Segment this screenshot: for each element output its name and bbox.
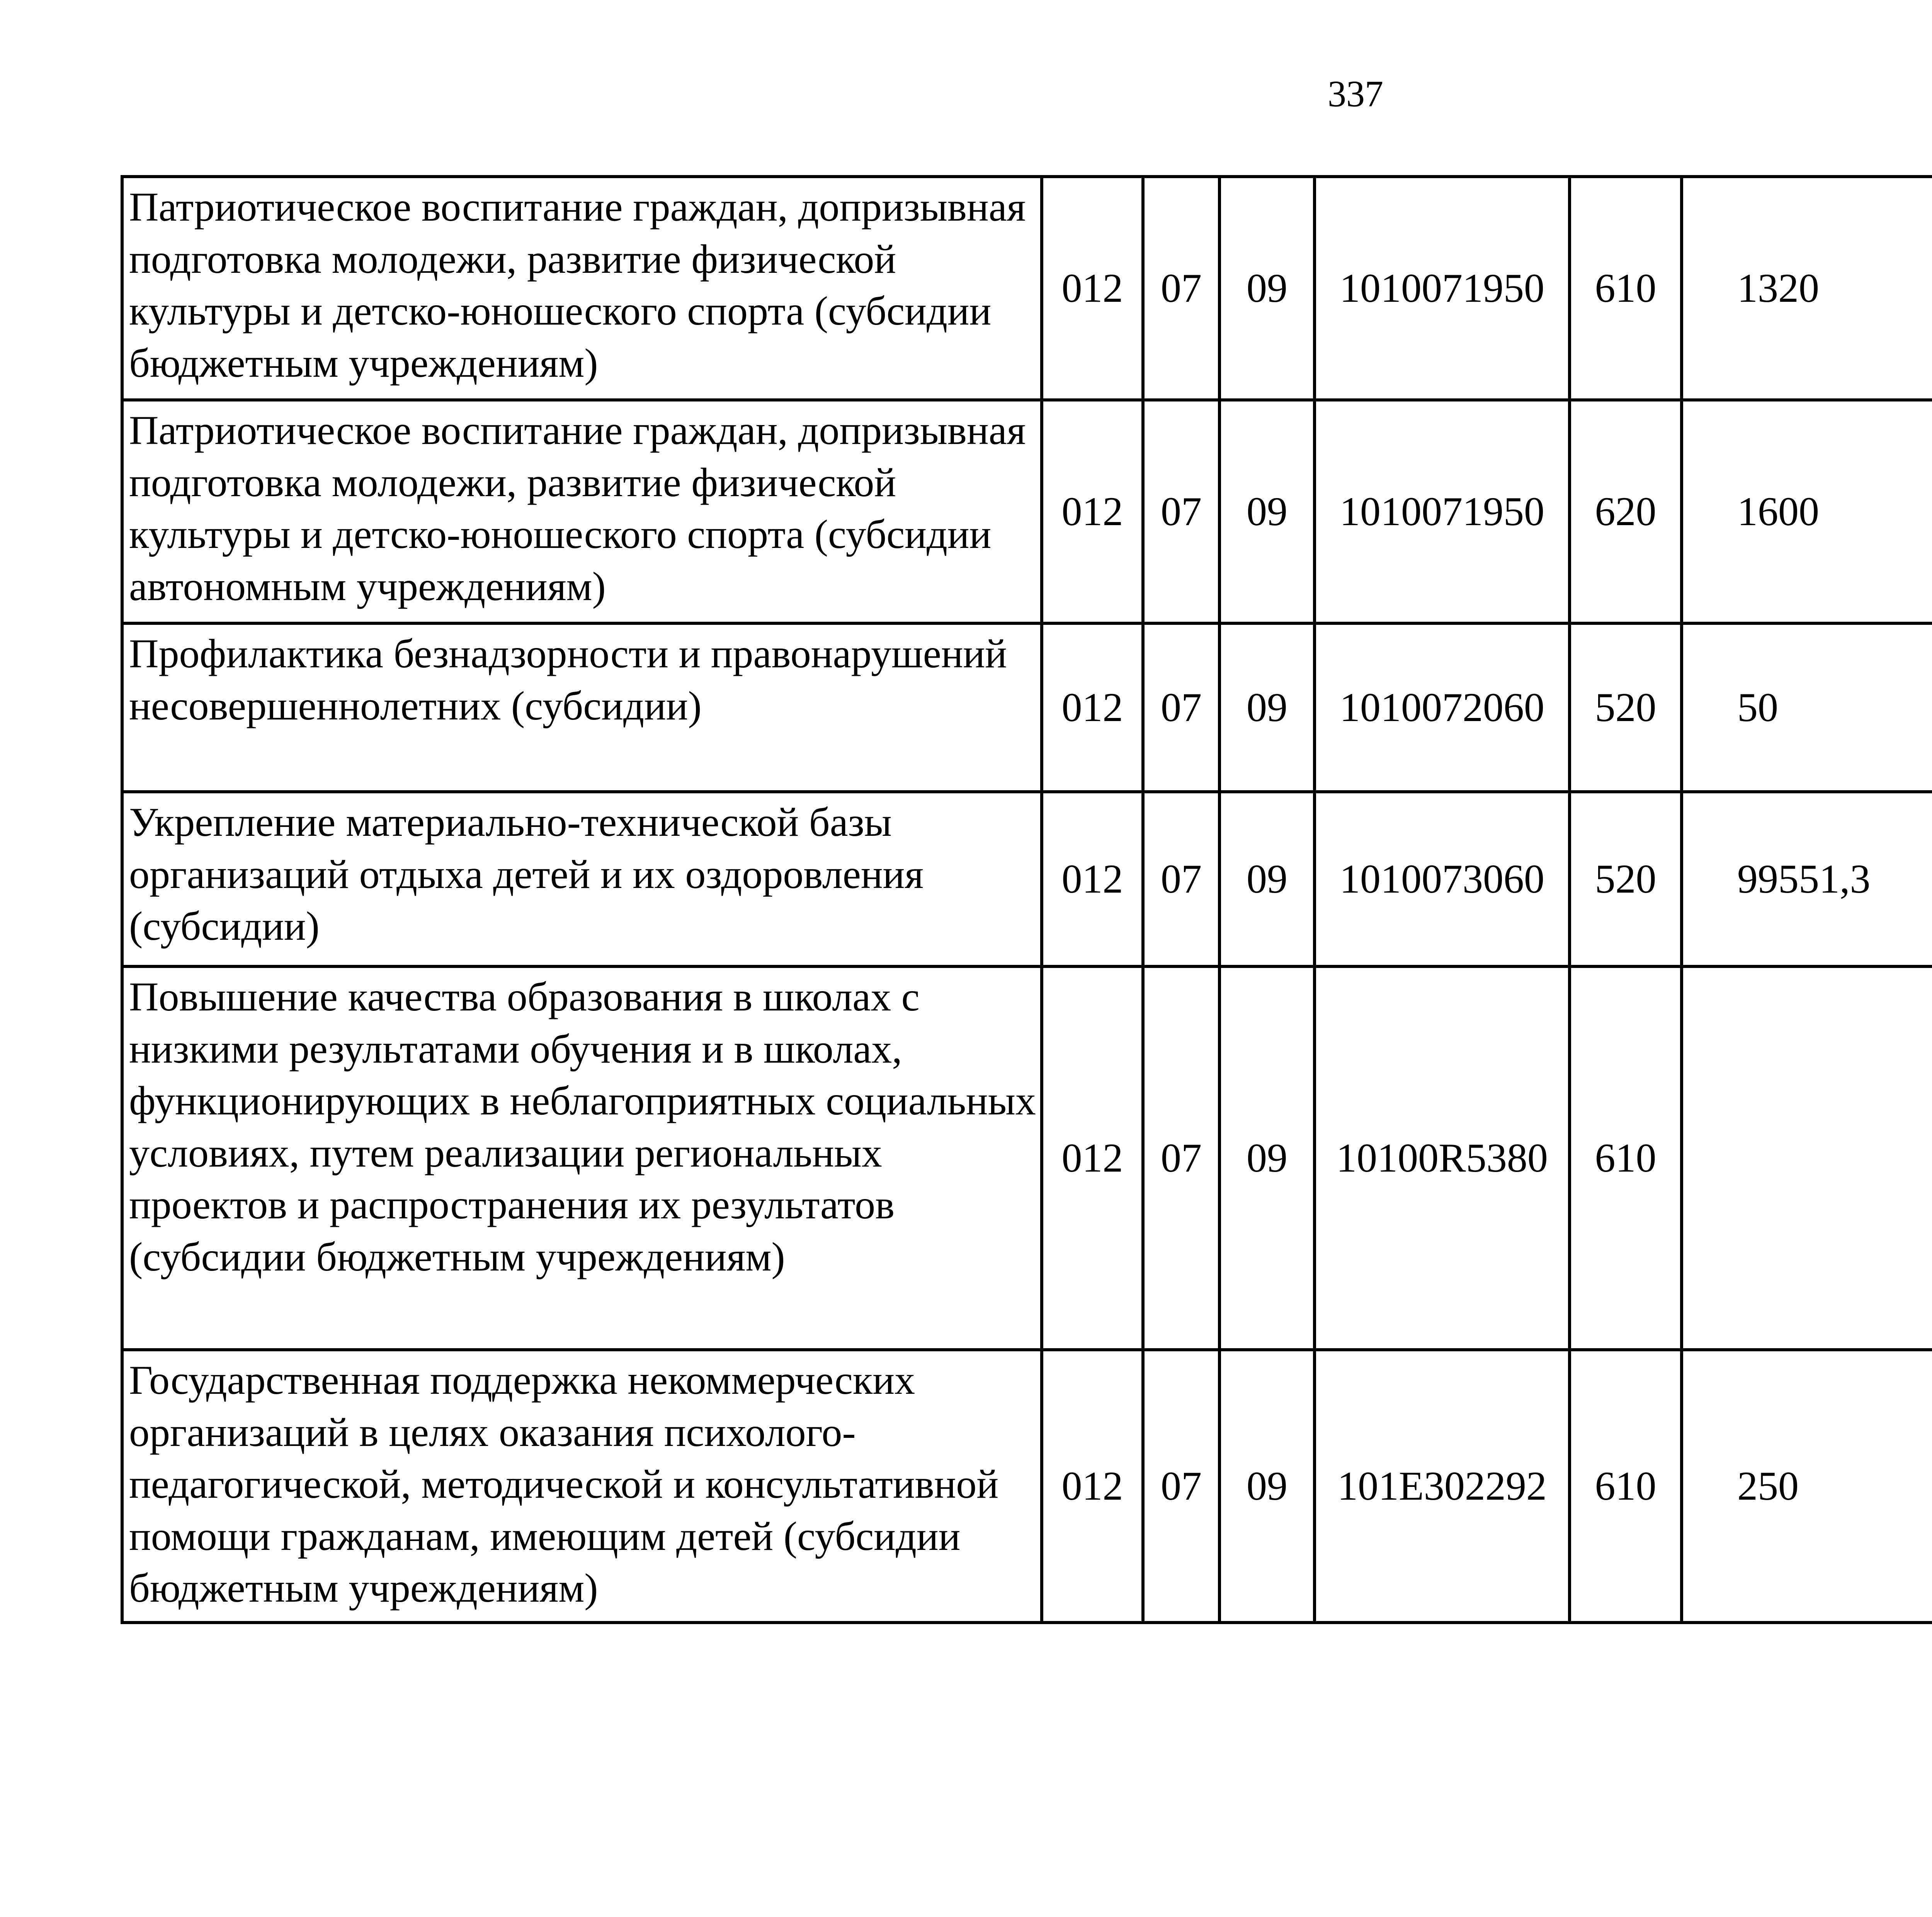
section-code: 07	[1143, 966, 1219, 1350]
row-description: Патриотическое воспитание граждан, допризывная подготовка молодежи, развитие физической культуры и детско-юношеского спорта (субсидии автономным учреждениям)	[122, 400, 1042, 623]
ministry-code: 012	[1042, 400, 1143, 623]
page-number: 337	[1328, 73, 1383, 114]
row-description: Патриотическое воспитание граждан, допризывная подготовка молодежи, развитие физической культуры и детско-юношеского спорта (субсидии бюджетным учреждениям)	[122, 177, 1042, 400]
expense-type-code: 520	[1570, 623, 1682, 792]
section-code: 07	[1143, 177, 1219, 400]
target-article-code: 1010071950	[1315, 400, 1570, 623]
subsection-code: 09	[1219, 177, 1315, 400]
expense-type-code: 610	[1570, 177, 1682, 400]
row-description: Повышение качества образования в школах с низкими результатами обучения и в школах, функционирующих в неблагоприятных социальных условиях, путем реализации региональных проектов и распространения их результатов (субсидии бюджетным учреждениям)	[122, 966, 1042, 1350]
amount-year-1: 1320	[1682, 177, 1932, 400]
subsection-code: 09	[1219, 792, 1315, 966]
target-article-code: 1010072060	[1315, 623, 1570, 792]
target-article-code: 10100R5380	[1315, 966, 1570, 1350]
subsection-code: 09	[1219, 623, 1315, 792]
expense-type-code: 610	[1570, 966, 1682, 1350]
subsection-code: 09	[1219, 966, 1315, 1350]
ministry-code: 012	[1042, 623, 1143, 792]
expense-type-code: 620	[1570, 400, 1682, 623]
row-description: Государственная поддержка некоммерческих организаций в целях оказания психолого-педагогической, методической и консультативной помощи гражданам, имеющим детей (субсидии бюджетным учреждениям)	[122, 1350, 1042, 1623]
expense-type-code: 610	[1570, 1350, 1682, 1623]
table-row	[122, 177, 1932, 400]
amount-year-1: 1600	[1682, 400, 1932, 623]
ministry-code: 012	[1042, 966, 1143, 1350]
budget-table	[121, 175, 1932, 1624]
table-row	[122, 400, 1932, 623]
ministry-code: 012	[1042, 1350, 1143, 1623]
section-code: 07	[1143, 1350, 1219, 1623]
target-article-code: 1010071950	[1315, 177, 1570, 400]
target-article-code: 101E302292	[1315, 1350, 1570, 1623]
expense-type-code: 520	[1570, 792, 1682, 966]
amount-year-1: 250	[1682, 1350, 1932, 1623]
ministry-code: 012	[1042, 177, 1143, 400]
section-code: 07	[1143, 623, 1219, 792]
subsection-code: 09	[1219, 1350, 1315, 1623]
ministry-code: 012	[1042, 792, 1143, 966]
target-article-code: 1010073060	[1315, 792, 1570, 966]
table-row	[122, 792, 1932, 966]
row-description: Профилактика безнадзорности и правонарушений несовершеннолетних (субсидии)	[122, 623, 1042, 792]
section-code: 07	[1143, 792, 1219, 966]
amount-year-1: 99551,3	[1682, 792, 1932, 966]
section-code: 07	[1143, 400, 1219, 623]
row-description: Укрепление материально-технической базы организаций отдыха детей и их оздоровления (субсидии)	[122, 792, 1042, 966]
subsection-code: 09	[1219, 400, 1315, 623]
table-row	[122, 1350, 1932, 1623]
amount-year-1	[1682, 966, 1932, 1350]
amount-year-1: 50	[1682, 623, 1932, 792]
table-row	[122, 966, 1932, 1350]
table-row	[122, 623, 1932, 792]
